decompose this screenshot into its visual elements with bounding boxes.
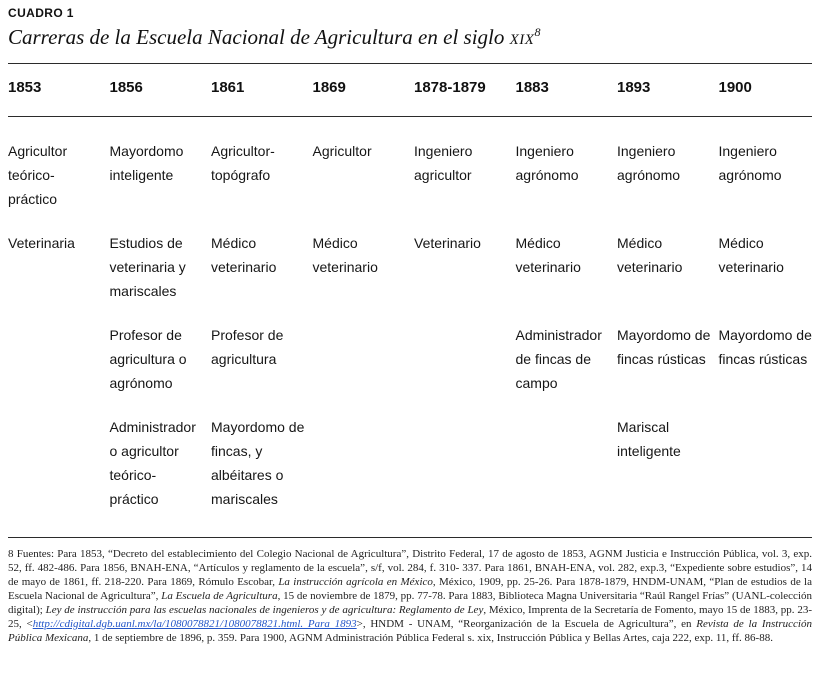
table-title-century: XIX xyxy=(509,32,535,48)
table-cell: Agricultor-topógrafo xyxy=(211,143,275,183)
column-header-1883: 1883 xyxy=(515,79,549,96)
column-header-1893: 1893 xyxy=(617,79,651,96)
table-cell xyxy=(414,415,508,511)
table-cell xyxy=(8,323,102,395)
table-cell: Agricultor xyxy=(312,143,372,159)
footnote-text-segment: , México, Imprenta de la Secretaría de Fomento, mayo 15 de 1883, pp. 23-25, < xyxy=(8,604,812,630)
footnote-text-segment: La Escuela de Agricultura xyxy=(161,590,278,602)
table-cell: Ingeniero agrónomo xyxy=(617,143,681,183)
table-cell: Veterinaria xyxy=(8,235,75,251)
table-cell: Administrador o agricultor teórico-práctico xyxy=(109,419,196,507)
table-cell: Agricultor teórico-práctico xyxy=(8,143,68,207)
column-header-1856: 1856 xyxy=(109,79,143,96)
table-cell: Profesor de agricultura xyxy=(211,327,284,367)
table-cell xyxy=(414,323,508,395)
column-header-1869: 1869 xyxy=(312,79,346,96)
column-header-1878-1879: 1878-1879 xyxy=(414,79,486,96)
table-cell: Médico veterinario xyxy=(312,235,378,275)
table-title-text: Carreras de la Escuela Nacional de Agricultura en el siglo xyxy=(8,25,510,49)
table-body xyxy=(8,117,812,537)
table-cell xyxy=(719,415,813,511)
footnote-sources xyxy=(8,547,812,645)
table-cell: Médico veterinario xyxy=(617,235,683,275)
column-header-1861: 1861 xyxy=(211,79,245,96)
table-header-row xyxy=(8,64,812,116)
table-cell: Ingeniero agricultor xyxy=(414,143,473,183)
table-row xyxy=(8,415,812,511)
footnote-reference-mark: 8 xyxy=(534,25,541,39)
footnote-text-segment: La instrucción agrícola en México xyxy=(278,576,433,588)
divider-footnote xyxy=(8,537,812,538)
table-cell: Mayordomo de fincas rústicas xyxy=(617,327,711,367)
table-cell xyxy=(516,415,610,511)
table-title xyxy=(8,25,812,50)
table-cell xyxy=(313,323,407,395)
table-cell: Mariscal inteligente xyxy=(617,419,681,459)
table-cell: Profesor de agricultura o agrónomo xyxy=(109,327,187,391)
column-header-1900: 1900 xyxy=(718,79,752,96)
table-cell xyxy=(8,415,102,511)
column-header-1853: 1853 xyxy=(8,79,42,96)
table-cell: Médico veterinario xyxy=(211,235,277,275)
footnote-text-segment: 8 Fuentes: Para 1853, “Decreto del establecimiento del Colegio Nacional de Agricultura”, Distrito Federal, 17 de agosto de 1853, AGNM Justicia e Instrucción Pública, vol. 3, exp. 52, ff. 482-486. Para 1856, BNAH-ENA, “Artículos y reglamento de la escuela”, s/f, vol. 284, f. 310- 337. Para 1861, BNAH-ENA, vol. 282, exp.3, “Expediente sobre estudios”, 14 de mayo de 1861, ff. 218-220. Para 1869, Rómulo Escobar, xyxy=(8,548,812,588)
footnote-text-segment: Ley de instrucción para las escuelas nacionales de ingenieros y de agricultura: Reglamento de Ley xyxy=(45,604,484,616)
table-cell: Veterinario xyxy=(414,235,481,251)
footnote-text-segment: , 1 de septiembre de 1896, p. 359. Para 1900, AGNM Administración Pública Federal s. xix, Instrucción Pública y Bellas Artes, caja 222, exp. 11, ff. 86-88. xyxy=(88,632,773,644)
footnote-text-segment: , 15 de noviembre de 1879, pp. 77-78. Para 1883, Biblioteca Magna Universitaria “Raúl Rangel Frías” (UANL-colección digital); xyxy=(8,590,812,616)
table-cell: Mayordomo inteligente xyxy=(109,143,184,183)
source-hyperlink[interactable]: http://cdigital.dgb.uanl.mx/la/1080078821/1080078821.html. Para 1893 xyxy=(32,618,357,630)
table-cell: Administrador de fincas de campo xyxy=(515,327,602,391)
table-caption-label: CUADRO 1 xyxy=(8,6,74,20)
footnote-text-segment: Revista de la Instrucción Pública Mexicana xyxy=(8,618,812,644)
table-cell xyxy=(313,415,407,511)
table-row xyxy=(8,323,812,395)
table-cell: Mayordomo de fincas rústicas xyxy=(718,327,812,367)
table-cell: Mayordomo de fincas, y albéitares o mariscales xyxy=(211,419,305,507)
footnote-text-segment: , México, 1909, pp. 25-26. Para 1878-1879, HNDM-UNAM, “Plan de estudios de la Escuela Nacional de Agricultura”, xyxy=(8,576,812,602)
table-cell: Ingeniero agrónomo xyxy=(515,143,579,183)
table-cell: Ingeniero agrónomo xyxy=(718,143,782,183)
table-cell: Estudios de veterinaria y mariscales xyxy=(109,235,186,299)
table-cell: Médico veterinario xyxy=(718,235,784,275)
table-row xyxy=(8,231,812,303)
footnote-text-segment: >, HNDM - UNAM, “Reorganización de la Escuela de Agricultura”, en xyxy=(356,618,697,630)
table-row xyxy=(8,139,812,211)
table-cell: Médico veterinario xyxy=(515,235,581,275)
